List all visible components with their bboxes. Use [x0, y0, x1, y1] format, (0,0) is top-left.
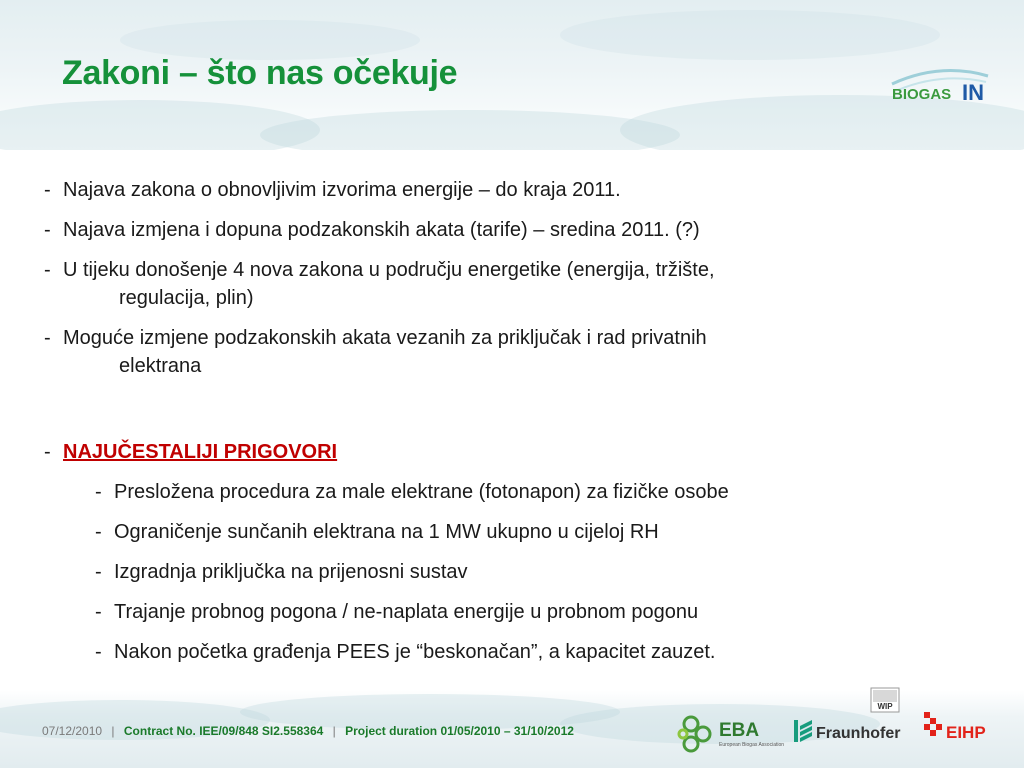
sub-bullet-marker: -: [95, 521, 102, 543]
bullet-text: U tijeku donošenje 4 nova zakona u području energetike (energija, tržište,: [63, 259, 715, 281]
spacer: [44, 392, 984, 438]
sub-bullet-item: [44, 638, 984, 666]
slide-body: [44, 176, 984, 678]
sub-bullet-text: Izgradnja priključka na prijenosni sustav: [114, 561, 468, 583]
sub-bullet-text: Presložena procedura za male elektrane (fotonapon) za fizičke osobe: [114, 481, 729, 503]
footer-duration: Project duration 01/05/2010 – 31/10/2012: [345, 724, 574, 738]
wip-logo-text: WIP: [877, 702, 893, 711]
sub-bullet-text: Trajanje probnog pogona / ne-naplata energije u probnom pogonu: [114, 601, 699, 623]
complaints-heading: [44, 438, 984, 466]
sub-bullet-item: [44, 598, 984, 626]
eba-logo-subtitle: European Biogas Association: [719, 742, 785, 748]
slide-footer: [42, 724, 574, 738]
footer-contract: Contract No. IEE/09/848 SI2.558364: [123, 724, 324, 738]
eba-logo: [677, 712, 787, 756]
fraunhofer-logo: [792, 716, 916, 746]
bullet-continuation: elektrana: [119, 355, 202, 377]
eba-logo-text: EBA: [719, 720, 760, 741]
biogasin-logo: [888, 66, 992, 104]
bullet-marker: -: [44, 219, 51, 241]
sub-bullet-item: [44, 558, 984, 586]
bullet-marker: -: [44, 259, 51, 281]
slide-title: Zakoni – što nas očekuje: [62, 54, 458, 92]
sub-bullet-marker: -: [95, 561, 102, 583]
bullet-item: [44, 176, 984, 204]
sub-bullet-marker: -: [95, 601, 102, 623]
fraunhofer-logo-text: Fraunhofer: [816, 725, 901, 742]
sub-bullet-text: Nakon početka građenja PEES je “beskonačan”, a kapacitet zauzet.: [114, 641, 716, 663]
sub-bullet-marker: -: [95, 641, 102, 663]
complaints-heading-text: NAJUČESTALIJI PRIGOVORI: [63, 441, 338, 463]
eihp-logo: [922, 710, 992, 746]
bullet-text: Najava zakona o obnovljivim izvorima energije – do kraja 2011.: [63, 179, 621, 201]
bullet-item: [44, 216, 984, 244]
sub-bullet-item: [44, 478, 984, 506]
bullet-marker: -: [44, 441, 51, 463]
sub-bullet-marker: -: [95, 481, 102, 503]
biogasin-logo-in: IN: [962, 80, 984, 104]
bullet-text: Najava izmjena i dopuna podzakonskih akata (tarife) – sredina 2011. (?): [63, 219, 700, 241]
footer-separator: |: [111, 724, 115, 738]
sub-bullet-item: [44, 518, 984, 546]
wip-logo: [870, 687, 900, 713]
biogasin-logo-text: BIOGAS: [892, 86, 952, 103]
bullet-item: [44, 324, 984, 380]
sub-bullet-text: Ograničenje sunčanih elektrana na 1 MW ukupno u cijeloj RH: [114, 521, 659, 543]
bullet-item: [44, 256, 984, 312]
bullet-text: Moguće izmjene podzakonskih akata vezanih za priključak i rad privatnih: [63, 327, 707, 349]
eihp-logo-text: EIHP: [946, 723, 986, 742]
bullet-continuation: regulacija, plin): [119, 287, 254, 309]
footer-separator: |: [332, 724, 336, 738]
bullet-marker: -: [44, 179, 51, 201]
bullet-marker: -: [44, 327, 51, 349]
footer-date: 07/12/2010: [42, 724, 103, 738]
